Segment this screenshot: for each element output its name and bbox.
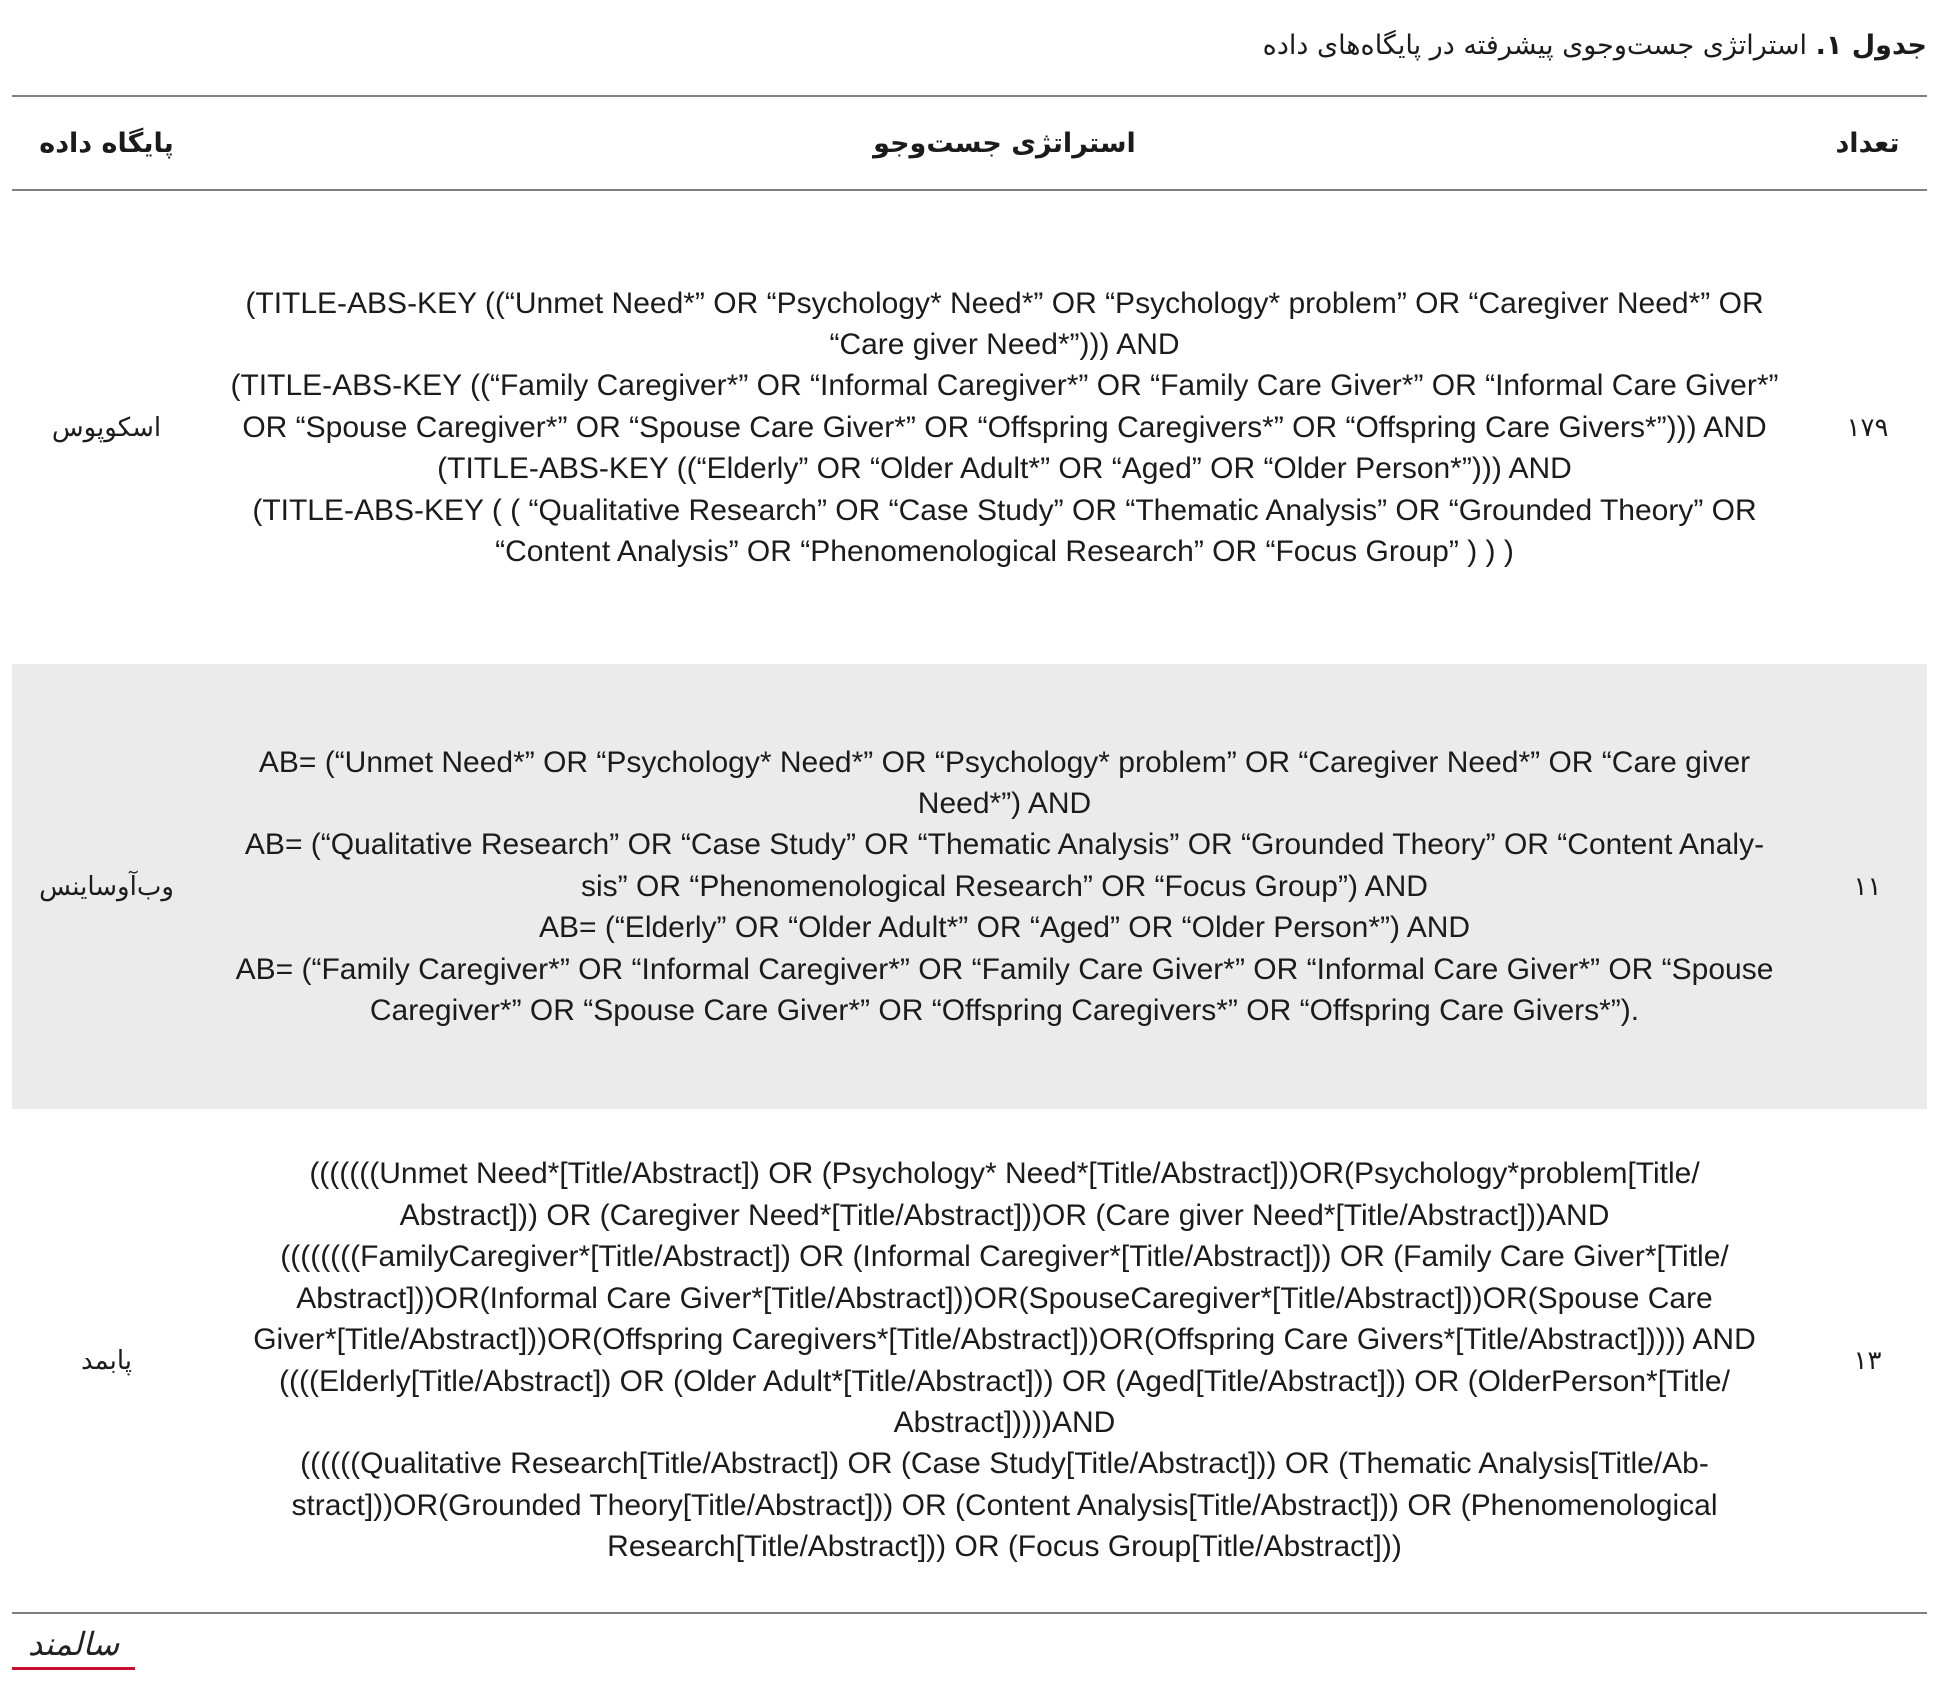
strategy-line: OR “Spouse Caregiver*” OR “Spouse Care Giver*” OR “Offspring Caregivers*” OR “Offspring Care Givers*”))) AND — [242, 410, 1767, 444]
search-strategy — [201, 1153, 1808, 1567]
strategy-line: ((((((((FamilyCaregiver*[Title/Abstract]) OR (Informal Caregiver*[Title/Abstract])) OR (Family Care Giver*[Title/ — [280, 1240, 1729, 1274]
strategy-line: (TITLE-ABS-KEY ((“Unmet Need*” OR “Psychology* Need*” OR “Psychology* problem” OR “Caregiver Need*” OR — [245, 286, 1764, 320]
table-caption — [1263, 26, 1927, 66]
strategy-line: AB= (“Unmet Need*” OR “Psychology* Need*” OR “Psychology* problem” OR “Caregiver Need*” OR “Care giver — [258, 745, 1751, 779]
strategy-line: Abstract])) OR (Caregiver Need*[Title/Abstract]))OR (Care giver Need*[Title/Abstract]))AND — [399, 1198, 1610, 1232]
strategy-line: Abstract]))OR(Informal Care Giver*[Title/Abstract]))OR(SpouseCaregiver*[Title/Abstract]))OR(Spouse Care — [296, 1281, 1713, 1315]
strategy-line: ((((((Qualitative Research[Title/Abstract]) OR (Case Study[Title/Abstract])) OR (Thematic Analysis[Title/Ab- — [300, 1447, 1709, 1481]
header-database: پایگاه داده — [39, 127, 174, 159]
database-name: وب‌آوساینس — [39, 871, 174, 902]
strategy-line: “Care giver Need*”))) AND — [829, 327, 1180, 361]
strategy-line: AB= (“Qualitative Research” OR “Case Study” OR “Thematic Analysis” OR “Grounded Theory” OR “Content Analy- — [244, 828, 1765, 862]
journal-logo: سالمند — [27, 1625, 120, 1663]
search-strategy — [201, 283, 1808, 573]
table-row-web-of-science — [12, 664, 1927, 1109]
result-count: ۱۷۹ — [1846, 412, 1889, 443]
strategy-line: sis” OR “Phenomenological Research” OR “Focus Group”) AND — [581, 869, 1428, 903]
strategy-line: Abstract]))))AND — [893, 1405, 1116, 1439]
table-header-row — [12, 97, 1927, 189]
database-name: پابمد — [80, 1345, 133, 1376]
table-caption-label: جدول ۱. — [1815, 30, 1927, 61]
search-strategy — [201, 742, 1808, 1032]
header-strategy: استراتژی جست‌وجو — [873, 127, 1136, 159]
strategy-line: AB= (“Elderly” OR “Older Adult*” OR “Aged” OR “Older Person*”) AND — [538, 911, 1471, 945]
strategy-line: Caregiver*” OR “Spouse Care Giver*” OR “Offspring Caregivers*” OR “Offspring Care Givers*”). — [369, 994, 1640, 1028]
journal-logo-accent-bar — [12, 1667, 135, 1670]
strategy-line: Need*”) AND — [917, 786, 1092, 820]
table-row-pubmed — [12, 1109, 1927, 1612]
table-bottom-rule — [12, 1612, 1927, 1614]
strategy-line: (TITLE-ABS-KEY ( ( “Qualitative Research” OR “Case Study” OR “Thematic Analysis” OR “Grounded Theory” OR — [252, 493, 1757, 527]
strategy-line: Giver*[Title/Abstract]))OR(Offspring Caregivers*[Title/Abstract]))OR(Offspring Care Givers*[Title/Abstract])))) AND — [253, 1323, 1756, 1357]
database-name: اسکوپوس — [51, 412, 162, 443]
header-count: تعداد — [1835, 127, 1900, 159]
table-caption-text: استراتژی جست‌وجوی پیشرفته در پایگاه‌های داده — [1262, 30, 1807, 61]
table-row-scopus — [12, 191, 1927, 664]
strategy-line: (((((((Unmet Need*[Title/Abstract]) OR (Psychology* Need*[Title/Abstract]))OR(Psychology*problem[Title/ — [309, 1157, 1700, 1191]
strategy-line: AB= (“Family Caregiver*” OR “Informal Caregiver*” OR “Family Care Giver*” OR “Informal Care Giver*” OR “Spouse — [235, 952, 1774, 986]
result-count: ۱۱ — [1853, 871, 1882, 902]
strategy-line: (TITLE-ABS-KEY ((“Elderly” OR “Older Adult*” OR “Aged” OR “Older Person*”))) AND — [437, 452, 1572, 486]
strategy-line: “Content Analysis” OR “Phenomenological Research” OR “Focus Group” ) ) ) — [495, 535, 1514, 569]
strategy-line: Research[Title/Abstract])) OR (Focus Group[Title/Abstract])) — [607, 1530, 1402, 1564]
result-count: ۱۳ — [1853, 1345, 1882, 1376]
strategy-line: stract]))OR(Grounded Theory[Title/Abstract])) OR (Content Analysis[Title/Abstract])) OR (Phenomenological — [291, 1488, 1718, 1522]
strategy-line: (TITLE-ABS-KEY ((“Family Caregiver*” OR “Informal Caregiver*” OR “Family Care Giver*” OR “Informal Care Giver*” — [230, 369, 1779, 403]
strategy-line: ((((Elderly[Title/Abstract]) OR (Older Adult*[Title/Abstract])) OR (Aged[Title/Abstract])) OR (OlderPerson*[Title/ — [279, 1364, 1730, 1398]
